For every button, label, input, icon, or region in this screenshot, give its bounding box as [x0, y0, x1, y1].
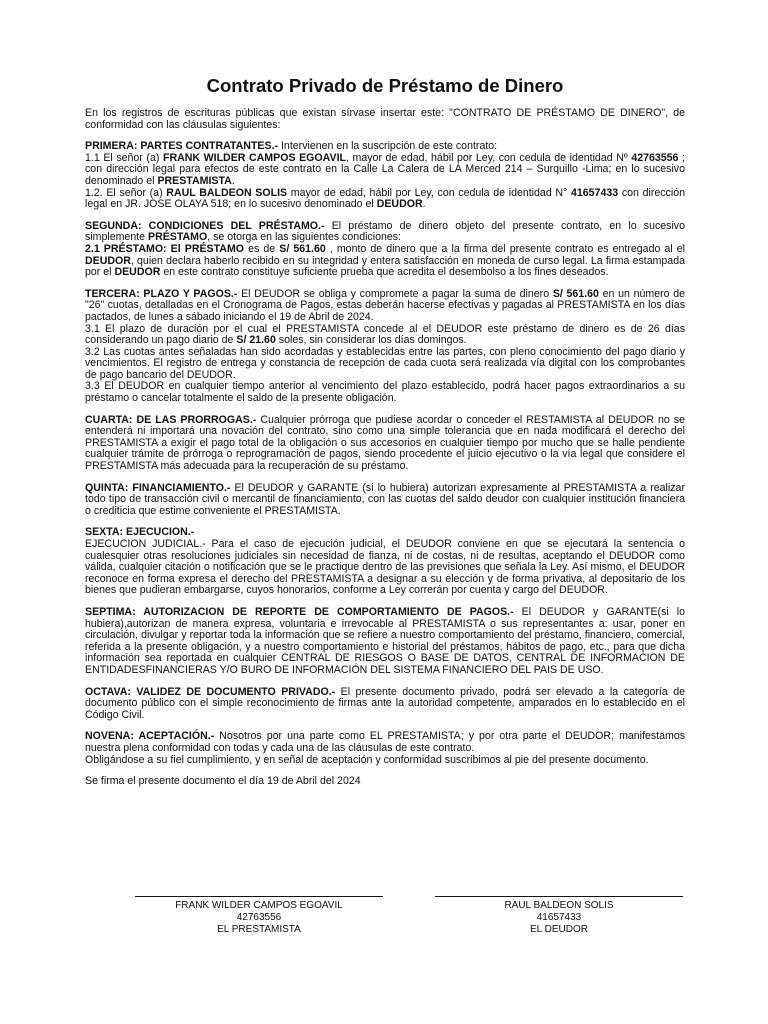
clause-novena: NOVENA: ACEPTACIÓN.- Nosotros por una parte como EL PRESTAMISTA; y por otra parte el DEUDOR; manifestamos nuestra plena conformidad con todas y cada una de las cláusulas de este contrato. Obligándose a su fiel cumplimiento, y en señal de aceptación y conformidad suscribimos al pie del presente documento.: [85, 730, 686, 766]
loan-amount: S/ 561.60: [279, 242, 326, 255]
clause-quinta: QUINTA: FINANCIAMIENTO.- El DEUDOR y GARANTE (si lo hubiera) autorizan expresamente al PRESTAMISTA a realizar todo tipo de transacción civil o mercantil de financiamiento, con las cuotas del saldo deudor con cualquier institución financiera o crediticia que estime conveniente el PRESTAMISTA.: [85, 481, 685, 517]
clause-heading: OCTAVA: VALIDEZ DE DOCUMENTO PRIVADO.-: [85, 685, 336, 698]
signature-block-lender: [135, 896, 383, 936]
intro-paragraph: En los registros de escrituras públicas que existan sírvase insertar este: "CONTRATO DE PRÉSTAMO DE DINERO", de conformidad con las cláusulas siguientes:: [85, 107, 685, 131]
clause-cuarta: CUARTA: DE LAS PRORROGAS.- Cualquier prórroga que pudiese acordar o conceder el RESTAMISTA al DEUDOR no se entenderá ni importará una novación del contrato, sino como una simple tolerancia que en nada modificará el derecho del PRESTAMISTA a exigir el pago total de la obligación o sus accesorios en cualquier tiempo por mucho que se halle pendiente cualquier trámite de prórroga o reprogramación de pagos, siendo procedente el juicio ejecutivo o la vía legal que considere el PRESTAMISTA más adecuada para la recuperación de su préstamo.: [85, 413, 685, 473]
clause-septima: SEPTIMA: AUTORIZACION DE REPORTE DE COMPORTAMIENTO DE PAGOS.- El DEUDOR y GARANTE(si lo hubiera),autorizan de manera expresa, voluntaria e irrevocable al PRESTAMISTA o sus representantes a: usar, poner en circulación, divulgar y reportar toda la información que se refiere a nuestro comportamiento del préstamo, financiero, comercial, referida a la presente obligación, y a nuestro comportamiento e historial del préstamos, hábitos de pago, etc., para que dicha información sea reportada en cualquier CENTRAL DE RIESGOS O BASE DE DATOS, CENTRAL DE INFORMACION DE ENTIDADESFINANCIERAS Y/O BURO DE INFORMACIÓN DEL SISTEMA FINANCIERO DEL PAIS DE USO.: [85, 605, 685, 676]
debtor-id: 41657433: [570, 186, 619, 199]
clause-heading: SEPTIMA: AUTORIZACION DE REPORTE DE COMPORTAMIENTO DE PAGOS.-: [85, 605, 514, 618]
clause-primera: PRIMERA: PARTES CONTRATANTES.- Intervienen en la suscripción de este contrato: 1.1 El señor (a) FRANK WILDER CAMPOS EGOAVIL, mayor de edad, hábil por Ley, con cedula de identidad Nº 42763556 ; con dirección legal para efectos de este contrato en la Calle La Calera de LA Merced 214 – Surquillo -Lima; en lo sucesivo denominado el PRESTAMISTA. 1.2. El señor (a) RAUL BALDEON SOLIS mayor de edad, hábil por Ley, con cedula de identidad N° 41657433 con dirección legal en JR. JOSE OLAYA 518; en lo sucesivo denominado el DEUDOR.: [85, 140, 685, 211]
signer-role: EL PRESTAMISTA: [217, 924, 301, 935]
clause-tercera: TERCERA: PLAZO Y PAGOS.- El DEUDOR se obliga y compromete a pagar la suma de dinero S/ 561.60 en un número de "26" cuotas, detalladas en el Cronograma de Pagos, estas deberán hacerse efectivas y pagadas al PRESTAMISTA en los días pactados, de lunes a sábado iniciando el 19 de Abril de 2024. 3.1 El plazo de duración por el cual el PRESTAMISTA concede al el DEUDOR este préstamo de dinero es de 26 días considerando un pago diario de S/ 21.60 soles, sin considerar los días domingos. 3.2 Las cuotas antes señaladas han sido acordadas y establecidas entre las partes, con pleno conocimiento del pago diario y vencimientos. El registro de entrega y constancia de recepción de cada cuota será realizada vía digital con los comprobantes de pago bancario del DEUDOR. 3.3 El DEUDOR en cualquier tiempo anterior al vencimiento del plazo establecido, podrá hacer pagos extraordinarios a su préstamo o cancelar totalmente el saldo de la presente obligación.: [85, 287, 686, 405]
signer-name: RAUL BALDEON SOLIS: [504, 900, 614, 911]
signer-id: 41657433: [536, 912, 582, 923]
clause-heading: TERCERA: PLAZO Y PAGOS.-: [85, 287, 238, 300]
clause-heading: SEXTA: EJECUCION.-: [85, 526, 195, 539]
lender-id: 42763556: [631, 151, 679, 164]
signature-block-debtor: [435, 896, 683, 936]
clause-heading: CUARTA: DE LAS PRORROGAS.-: [85, 413, 257, 426]
signer-role: EL DEUDOR: [530, 924, 588, 935]
loan-amount: S/ 561.60: [552, 287, 599, 300]
document-title: Contrato Privado de Préstamo de Dinero: [206, 75, 564, 96]
clause-segunda: SEGUNDA: CONDICIONES DEL PRÉSTAMO.- El préstamo de dinero objeto del presente contrato, en lo sucesivo simplemente PRÉSTAMO, se otorga en las siguientes condiciones: 2.1 PRÉSTAMO: El PRÉSTAMO es de S/ 561.60 , monto de dinero que a la firma del presente contrato es entregado al el DEUDOR, quien declara haberlo recibido en su integridad y entera satisfacción en moneda de curso legal. La firma estampada por el DEUDOR en este contrato constituye suficiente prueba que acredita el desembolso a los fines deseados.: [85, 219, 686, 279]
signer-name: FRANK WILDER CAMPOS EGOAVIL: [175, 900, 343, 911]
clause-heading: SEGUNDA: CONDICIONES DEL PRÉSTAMO.-: [85, 219, 325, 232]
daily-payment: S/ 21.60: [236, 334, 276, 347]
signer-id: 42763556: [236, 912, 282, 923]
clause-heading: PRIMERA: PARTES CONTRATANTES.-: [85, 140, 279, 153]
clause-heading: QUINTA: FINANCIAMIENTO.-: [85, 481, 231, 494]
lender-name: FRANK WILDER CAMPOS EGOAVIL: [162, 151, 346, 164]
clause-heading: NOVENA: ACEPTACIÓN.-: [85, 730, 215, 743]
clause-octava: OCTAVA: VALIDEZ DE DOCUMENTO PRIVADO.- El presente documento privado, podrá ser elevado a la categoría de documento público con el simple reconocimiento de firmas ante la autoridad competente, amparados en lo establecido en el Código Civil.: [85, 685, 685, 721]
contract-document: [85, 74, 685, 798]
closing-statement: Se firma el presente documento el día 19 de Abril del 2024: [85, 775, 361, 788]
debtor-name: RAUL BALDEON SOLIS: [166, 186, 288, 199]
clause-sexta: SEXTA: EJECUCION.- EJECUCION JUDICIAL.- Para el caso de ejecución judicial, el DEUDOR conviene en que se ejecutará la sentencia o cualesquier otras resoluciones judiciales sin necesidad de fianza, ni de costas, ni de resultas, aceptando el DEUDOR como válida, cualquier citación o notificación que se le practique dentro de las previsiones que señala la Ley. Así mismo, el DEUDOR reconoce en forma expresa el derecho del PRESTAMISTA a designar a su elección y de forma privativa, al depositario de los bienes que pudieran embargarse, cuyos honorarios, conforme a Ley correrán por cuenta y cargo del DEUDOR.: [85, 526, 685, 597]
